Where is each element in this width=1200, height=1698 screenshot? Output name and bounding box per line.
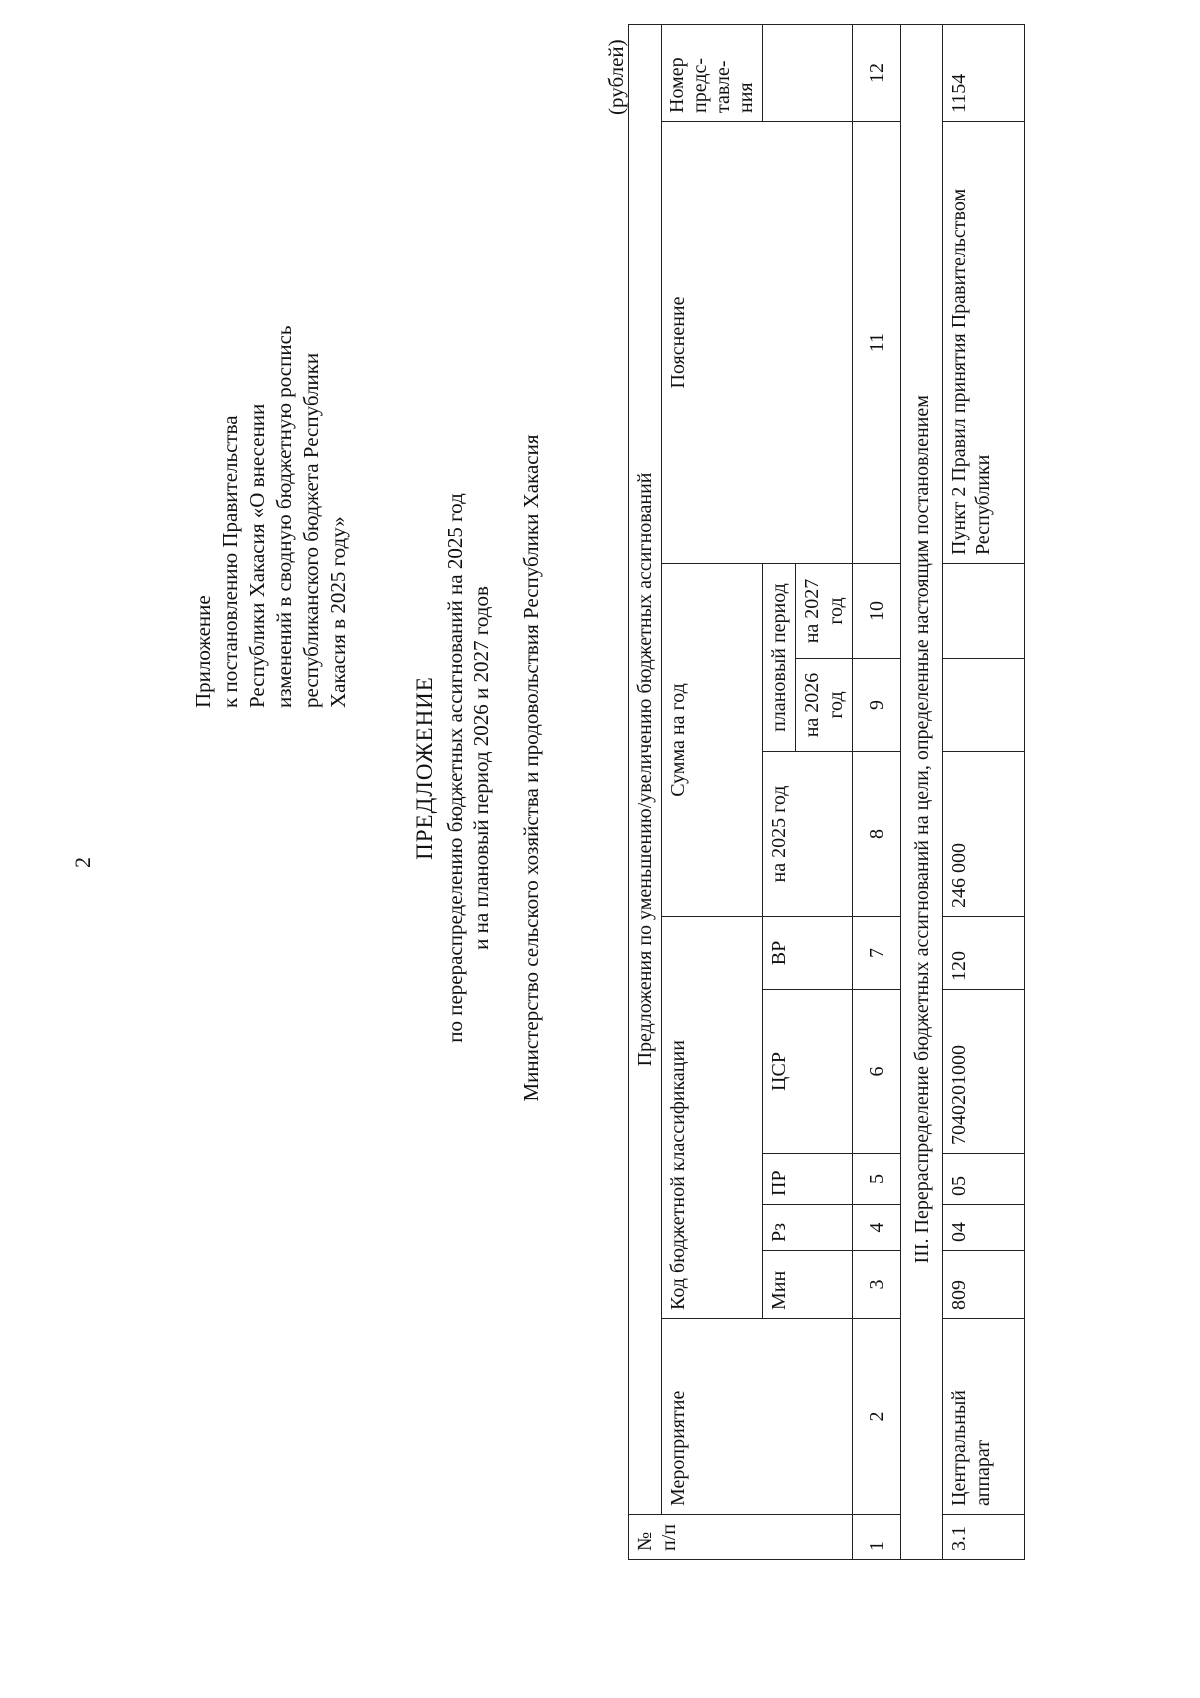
header-num: № п/п	[629, 1515, 853, 1560]
annex-line: Республики Хакасия «О внесении	[245, 403, 269, 708]
section-row	[901, 24, 943, 1559]
ministry-name: Министерство сельского хозяйства и продовольствия Республики Хакасия	[519, 434, 543, 1102]
header-row-1	[629, 24, 662, 1559]
header-rz: Рз	[763, 1205, 853, 1251]
col-number: 6	[853, 990, 901, 1154]
row-num: 3.1	[943, 1515, 1025, 1560]
row-2025: 246 000	[943, 752, 1025, 917]
header-csr: ЦСР	[763, 990, 853, 1154]
row-csr: 7040201000	[943, 990, 1025, 1154]
row-explanation: Пункт 2 Правил принятия Правительством Республики	[943, 122, 1025, 564]
col-number: 2	[853, 1319, 901, 1515]
annex-line: изменений в сводную бюджетную роспись	[272, 325, 296, 708]
section-title: III. Перераспределение бюджетных ассигнований на цели, определенные настоящим постановлением	[901, 122, 943, 1560]
header-2027: на 2027 год	[796, 564, 853, 659]
header-submission: Номер предс-тавле-ния	[662, 24, 763, 121]
document-subtitle-line2: и на плановый период 2026 и 2027 годов	[469, 586, 493, 950]
col-number: 5	[853, 1154, 901, 1205]
col-number: 11	[853, 122, 901, 564]
header-explanation: Пояснение	[662, 122, 853, 564]
row-submission: 1154	[943, 24, 1025, 121]
row-vr: 120	[943, 917, 1025, 990]
row-measure: Центральный аппарат	[943, 1319, 1025, 1515]
annex-line: Приложение	[191, 595, 215, 708]
header-code-group: Код бюджетной классификации	[662, 917, 763, 1319]
document-title: ПРЕДЛОЖЕНИЕ	[412, 676, 437, 860]
section-blank	[901, 24, 943, 121]
row-2027	[943, 564, 1025, 659]
page-number: 2	[70, 857, 95, 868]
header-submission-blank	[763, 24, 853, 121]
table-row	[943, 24, 1025, 1559]
header-row-2	[662, 24, 763, 1559]
col-number: 4	[853, 1205, 901, 1251]
header-2026: на 2026 год	[796, 659, 853, 752]
header-group: Предложения по уменьшению/увеличению бюджетных ассигнований	[629, 24, 662, 1514]
column-number-row	[853, 24, 901, 1559]
row-rz: 04	[943, 1205, 1025, 1251]
budget-table	[628, 24, 1025, 1560]
document-subtitle-line1: по перераспределению бюджетных ассигнований на 2025 год	[443, 493, 467, 1043]
header-2025: на 2025 год	[763, 752, 853, 917]
header-planned: плановый период	[763, 564, 796, 752]
header-sum-group: Сумма на год	[662, 564, 763, 917]
col-number: 10	[853, 564, 901, 659]
unit-label: (рублей)	[604, 39, 628, 115]
header-vr: ВР	[763, 917, 853, 990]
col-number: 12	[853, 24, 901, 121]
annex-line: Хакасия в 2025 году»	[326, 516, 350, 708]
row-pr: 05	[943, 1154, 1025, 1205]
row-min: 809	[943, 1251, 1025, 1319]
header-measure: Мероприятие	[662, 1319, 853, 1515]
col-number: 3	[853, 1251, 901, 1319]
annex-block	[190, 228, 352, 708]
annex-line: республиканского бюджета Республики	[299, 352, 323, 708]
col-number: 1	[853, 1515, 901, 1560]
header-pr: ПР	[763, 1154, 853, 1205]
col-number: 7	[853, 917, 901, 990]
row-2026	[943, 659, 1025, 752]
col-number: 9	[853, 659, 901, 752]
col-number: 8	[853, 752, 901, 917]
annex-line: к постановлению Правительства	[218, 415, 242, 708]
header-min: Мин	[763, 1251, 853, 1319]
